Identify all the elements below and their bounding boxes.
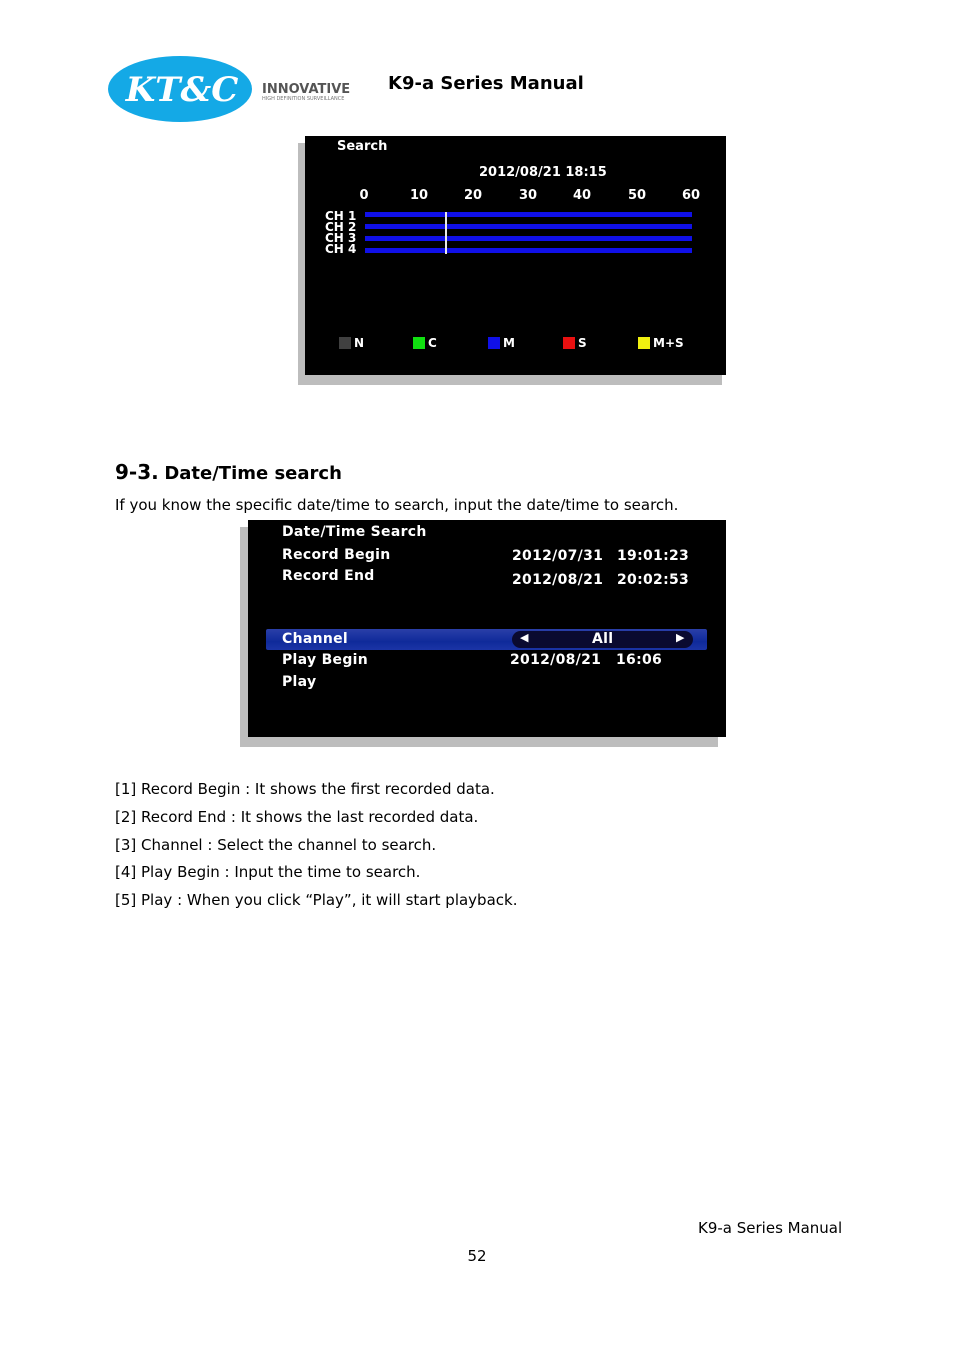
timeline-tick: 30 (518, 188, 538, 203)
search-datetime: 2012/08/21 18:15 (479, 165, 607, 180)
channel-label: CH 3 (325, 231, 357, 245)
arrow-left-icon[interactable]: ◀ (520, 631, 529, 644)
logo-wordmark: KT&C (125, 70, 239, 110)
record-end-time: 20:02:53 (617, 572, 690, 588)
legend-label: C (428, 336, 437, 350)
page-number: 52 (467, 1247, 487, 1265)
company-logo (108, 55, 370, 123)
list-item: [5] Play : When you click “Play”, it will start playback. (115, 891, 518, 909)
channel-label: CH 1 (325, 209, 357, 223)
logo-tagline: INNOVATIVE (262, 82, 351, 97)
record-begin-time: 19:01:23 (617, 548, 690, 564)
channel-label: Channel (282, 631, 349, 647)
list-item: [4] Play Begin : Input the time to search. (115, 863, 421, 881)
legend-swatch (563, 337, 575, 349)
legend-item-n (339, 336, 364, 350)
timeline-tick: 10 (409, 188, 429, 203)
list-item: [1] Record Begin : It shows the first recorded data. (115, 780, 495, 798)
legend-item-m (488, 336, 515, 350)
play-begin-date[interactable]: 2012/08/21 (510, 652, 602, 668)
section-intro: If you know the specific date/time to search, input the date/time to search. (115, 496, 679, 514)
channel-timeline-bar[interactable] (365, 248, 692, 253)
channel-label: CH 4 (325, 242, 357, 256)
footer-title: K9-a Series Manual (698, 1219, 843, 1237)
channel-timeline-bar[interactable] (365, 224, 692, 229)
legend-swatch (638, 337, 650, 349)
channel-label: CH 2 (325, 220, 357, 234)
search-screen (305, 136, 726, 375)
record-end-label: Record End (282, 568, 375, 584)
legend-label: N (354, 336, 365, 350)
channel-value: All (592, 631, 614, 647)
legend-item-ms (638, 336, 684, 350)
timeline-tick: 20 (463, 188, 483, 203)
play-button[interactable]: Play (282, 674, 317, 690)
datetime-search-screen (248, 520, 726, 737)
section-title: Date/Time search (164, 463, 342, 484)
timeline-tick: 0 (359, 188, 369, 203)
record-begin-label: Record Begin (282, 547, 391, 563)
list-item: [3] Channel : Select the channel to search. (115, 836, 437, 854)
header-title: K9-a Series Manual (388, 73, 584, 94)
timeline-cursor[interactable] (445, 212, 447, 254)
play-begin-time[interactable]: 16:06 (616, 652, 663, 668)
record-end-date: 2012/08/21 (512, 572, 604, 588)
timeline-tick: 60 (681, 188, 701, 203)
arrow-right-icon[interactable]: ▶ (676, 631, 685, 644)
search-title: Search (337, 139, 388, 154)
timeline-tick: 50 (627, 188, 647, 203)
legend-swatch (339, 337, 351, 349)
list-item: [2] Record End : It shows the last recorded data. (115, 808, 479, 826)
channel-timeline-bar[interactable] (365, 212, 692, 217)
legend-swatch (488, 337, 500, 349)
section-number: 9-3. (115, 460, 159, 484)
legend-item-c (413, 336, 437, 350)
legend-item-s (563, 336, 587, 350)
timeline-tick: 40 (572, 188, 592, 203)
datetime-title: Date/Time Search (282, 524, 427, 540)
logo-subtag: HIGH DEFINITION SURVEILLANCE (262, 96, 345, 102)
channel-timeline-bar[interactable] (365, 236, 692, 241)
play-begin-label[interactable]: Play Begin (282, 652, 369, 668)
section-heading (115, 460, 342, 484)
channel-selector[interactable] (512, 631, 693, 648)
legend-label: M (503, 336, 515, 350)
legend-label: S (578, 336, 587, 350)
record-begin-date: 2012/07/31 (512, 548, 604, 564)
legend-label: M+S (653, 336, 684, 350)
legend-swatch (413, 337, 425, 349)
